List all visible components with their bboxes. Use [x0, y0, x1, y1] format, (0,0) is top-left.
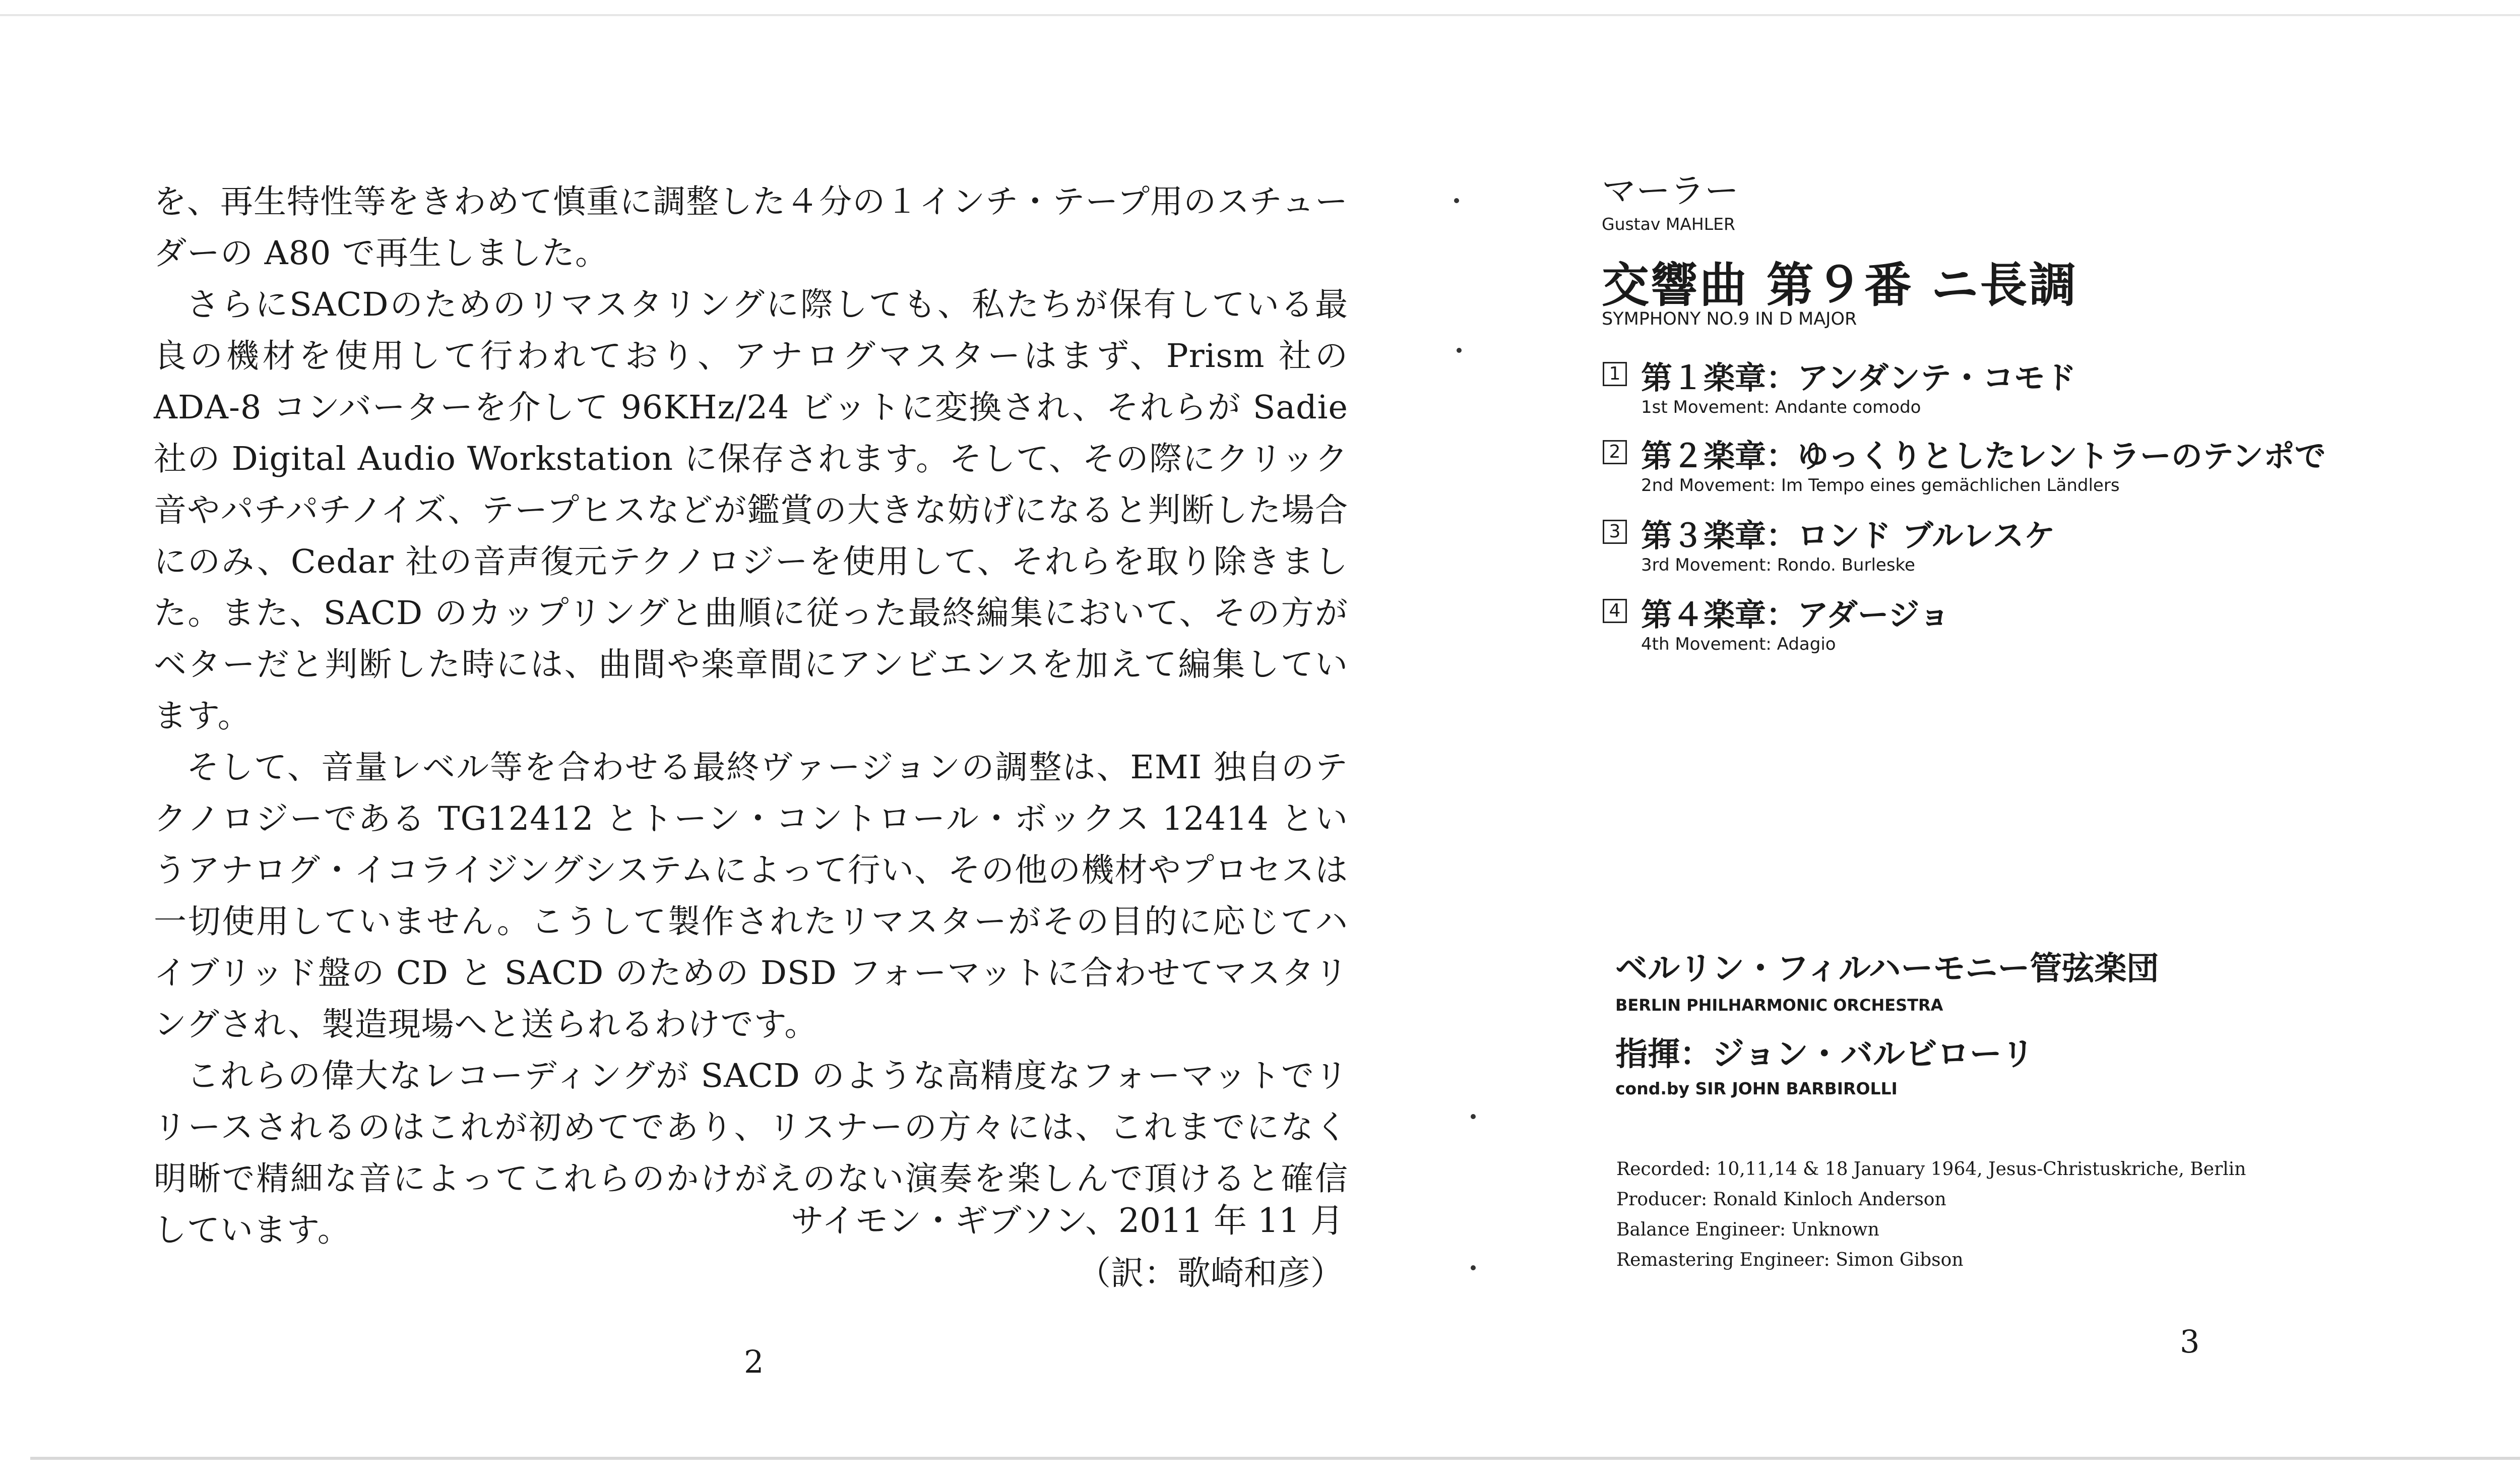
work-title-jp: 交響曲 第９番 ニ長調 [1602, 258, 2078, 313]
page-number: 2 [744, 1343, 764, 1380]
track-title-en: 2nd Movement: Im Tempo eines gemächlichen Ländlers [1641, 475, 2120, 496]
track-title-en: 4th Movement: Adagio [1641, 634, 1836, 654]
track-title-jp: 第１楽章：アンダンテ・コモド [1641, 359, 2076, 396]
conductor-name-en: cond.by SIR JOHN BARBIROLLI [1615, 1079, 1898, 1098]
recording-credits [1616, 1154, 2246, 1275]
track-number-box: 3 [1603, 520, 1627, 544]
scan-speck [1471, 1114, 1476, 1119]
credit-recorded: Recorded: 10,11,14 & 18 January 1964, Jesus-Christuskriche, Berlin [1616, 1159, 2246, 1180]
track-number-box: 4 [1603, 599, 1627, 623]
track-item [1602, 590, 2520, 665]
paragraph: さらにSACDのためのリマスタリングに際しても、私たちが保有している最良の機材を使用して行われており、アナログマスターはまず、Prism 社の ADA-8 コンバーターを介して 96KHz/24 ビットに変換され、それらが Sadie 社の Digital Audio Workstation に保存されます。そして、その際にクリック音やパチパチノイズ、テープヒスなどが鑑賞の大きな妨げになると判断した場合にのみ、Cedar 社の音声復元テクノロジーを使用して、それらを取り除きました。また、SACD のカップリングと曲順に従った最終編集において、その方がベターだと判断した時には、曲間や楽章間にアンビエンスを加えて編集しています。 [154, 286, 1348, 735]
paragraph: これらの偉大なレコーディングが SACD のような高精度なフォーマットでリリースされるのはこれが初めてであり、リスナーの方々には、これまでになく明晰で精細な音によってこれらのかけがえのない演奏を楽しんで頂けると確信しています。 [154, 1057, 1348, 1249]
conductor-name-jp: 指揮：ジョン・バルビローリ [1615, 1035, 2034, 1073]
track-number-box: 1 [1603, 362, 1627, 386]
track-item [1602, 431, 2520, 507]
page-number: 3 [2180, 1323, 2200, 1360]
liner-notes-body [154, 176, 1348, 1256]
track-title-jp: 第４楽章：アダージョ [1641, 596, 1950, 633]
track-item [1602, 353, 2520, 428]
paragraph: そして、音量レベル等を合わせる最終ヴァージョンの調整は、EMI 独自のテクノロジーである TG12412 とトーン・コントロール・ボックス 12414 というアナログ・イコライジングシステムによって行い、その他の機材やプロセスは一切使用していません。こうして製作されたリマスターがその目的に応じてハイブリッド盤の CD と SACD のための DSD フォーマットに合わせてマスタリングされ、製造現場へと送られるわけです。 [154, 749, 1348, 1043]
credit-producer: Producer: Ronald Kinloch Anderson [1616, 1189, 1946, 1210]
composer-name-jp: マーラー [1602, 171, 1739, 211]
translator-credit: （訳：歌崎和彦） [1078, 1254, 1344, 1292]
orchestra-name-jp: ベルリン・フィルハーモニー管弦楽団 [1615, 950, 2159, 988]
author-signature: サイモン・ギブソン、2011 年 11 月 [791, 1201, 1344, 1240]
paragraph: を、再生特性等をきわめて慎重に調整した４分の１インチ・テープ用のスチューダーの A80 で再生しました。 [154, 183, 1348, 272]
track-title-jp: 第３楽章：ロンド ブルレスケ [1641, 517, 2055, 554]
composer-name-en: Gustav MAHLER [1602, 214, 1735, 234]
track-item [1602, 511, 2520, 586]
credit-remastering-engineer: Remastering Engineer: Simon Gibson [1616, 1250, 1964, 1270]
work-title-en: SYMPHONY NO.9 IN D MAJOR [1602, 309, 1857, 329]
credit-balance-engineer: Balance Engineer: Unknown [1616, 1219, 1879, 1240]
track-title-en: 3rd Movement: Rondo. Burleske [1641, 555, 1915, 575]
track-title-jp: 第２楽章：ゆっくりとしたレントラーのテンポで [1641, 438, 2326, 474]
scan-speck [1471, 1265, 1476, 1270]
orchestra-name-en: BERLIN PHILHARMONIC ORCHESTRA [1615, 996, 1943, 1015]
track-title-en: 1st Movement: Andante comodo [1641, 397, 1921, 417]
track-number-box: 2 [1603, 440, 1627, 464]
